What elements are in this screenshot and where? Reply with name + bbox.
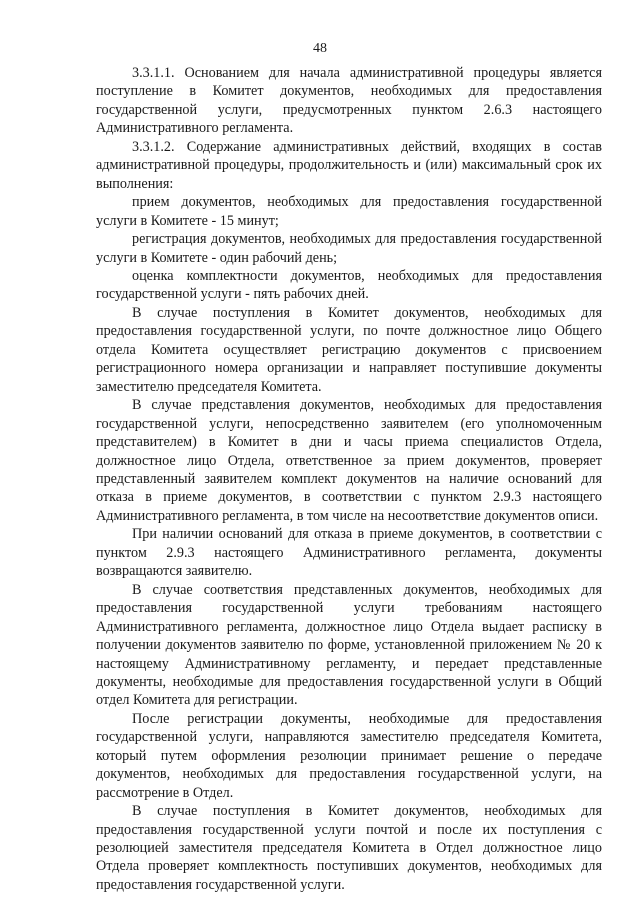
paragraph-direct-submission: В случае представления документов, необходимых для предоставления государственной услуги, непосредственно заявителем (его уполномоченным представителем) в Комитет в дни и часы приема специалистов Отдела, должностное лицо Отдела, ответственное за прием документов, проверяет представленный заявителем комплект документов на наличие оснований для отказа в приеме документов, в соответствии с пунктом 2.9.3 настоящего Административного регламента, в том числе на несоответствие документов описи. bbox=[96, 397, 602, 524]
list-item-registration: регистрация документов, необходимых для предоставления государственной услуги в Комитете - один рабочий день; bbox=[96, 231, 602, 266]
list-item-completeness: оценка комплектности документов, необходимых для предоставления государственной услуги - пять рабочих дней. bbox=[96, 267, 602, 303]
page-number: 48 bbox=[313, 41, 327, 56]
paragraph-3-3-1-1: 3.3.1.1. Основанием для начала административной процедуры является поступление в Комитет документов, необходимых для предоставления государственной услуги, предусмотренных пунктом 2.6.3 настоящего Административного регламента. bbox=[96, 65, 602, 137]
paragraph-postal-check: В случае поступления в Комитет документов, необходимых для предоставления государственной услуги почтой и после их поступления с резолюцией заместителя председателя Комитета в Отдел должностное лицо Отдела проверяет комплектность поступивших документов, необходимых для предоставления государственной услуги. bbox=[96, 803, 602, 893]
document-body bbox=[96, 64, 602, 894]
paragraph-compliance: В случае соответствия представленных документов, необходимых для предоставления государственной услуги требованиям настоящего Административного регламента, должностное лицо Отдела выдает расписку в получении документов заявителю по форме, установленной приложением № 20 к настоящему Административному регламенту, и передает представленные документы, необходимые для предоставления государственной услуги в Общий отдел Комитета для регистрации. bbox=[96, 581, 602, 709]
paragraph-after-registration: После регистрации документы, необходимые для предоставления государственной услуги, направляются заместителю председателя Комитета, который путем оформления резолюции принимает решение о передаче документов, необходимых для предоставления государственной услуги, на рассмотрение в Отдел. bbox=[96, 710, 602, 801]
paragraph-postal-receipt: В случае поступления в Комитет документов, необходимых для предоставления государственной услуги, по почте должностное лицо Общего отдела Комитета осуществляет регистрацию документов с присвоением регистрационного номера организации и направляет поступившие документы заместителю председателя Комитета. bbox=[96, 304, 602, 395]
paragraph-3-3-1-2: 3.3.1.2. Содержание административных действий, входящих в состав административной процедуры, продолжительность и (или) максимальный срок их выполнения: bbox=[96, 138, 602, 192]
list-item-receipt: прием документов, необходимых для предоставления государственной услуги в Комитете - 15 минут; bbox=[96, 194, 602, 229]
paragraph-refusal-grounds: При наличии оснований для отказа в приеме документов, в соответствии с пунктом 2.9.3 настоящего Административного регламента, документы возвращаются заявителю. bbox=[96, 526, 602, 580]
